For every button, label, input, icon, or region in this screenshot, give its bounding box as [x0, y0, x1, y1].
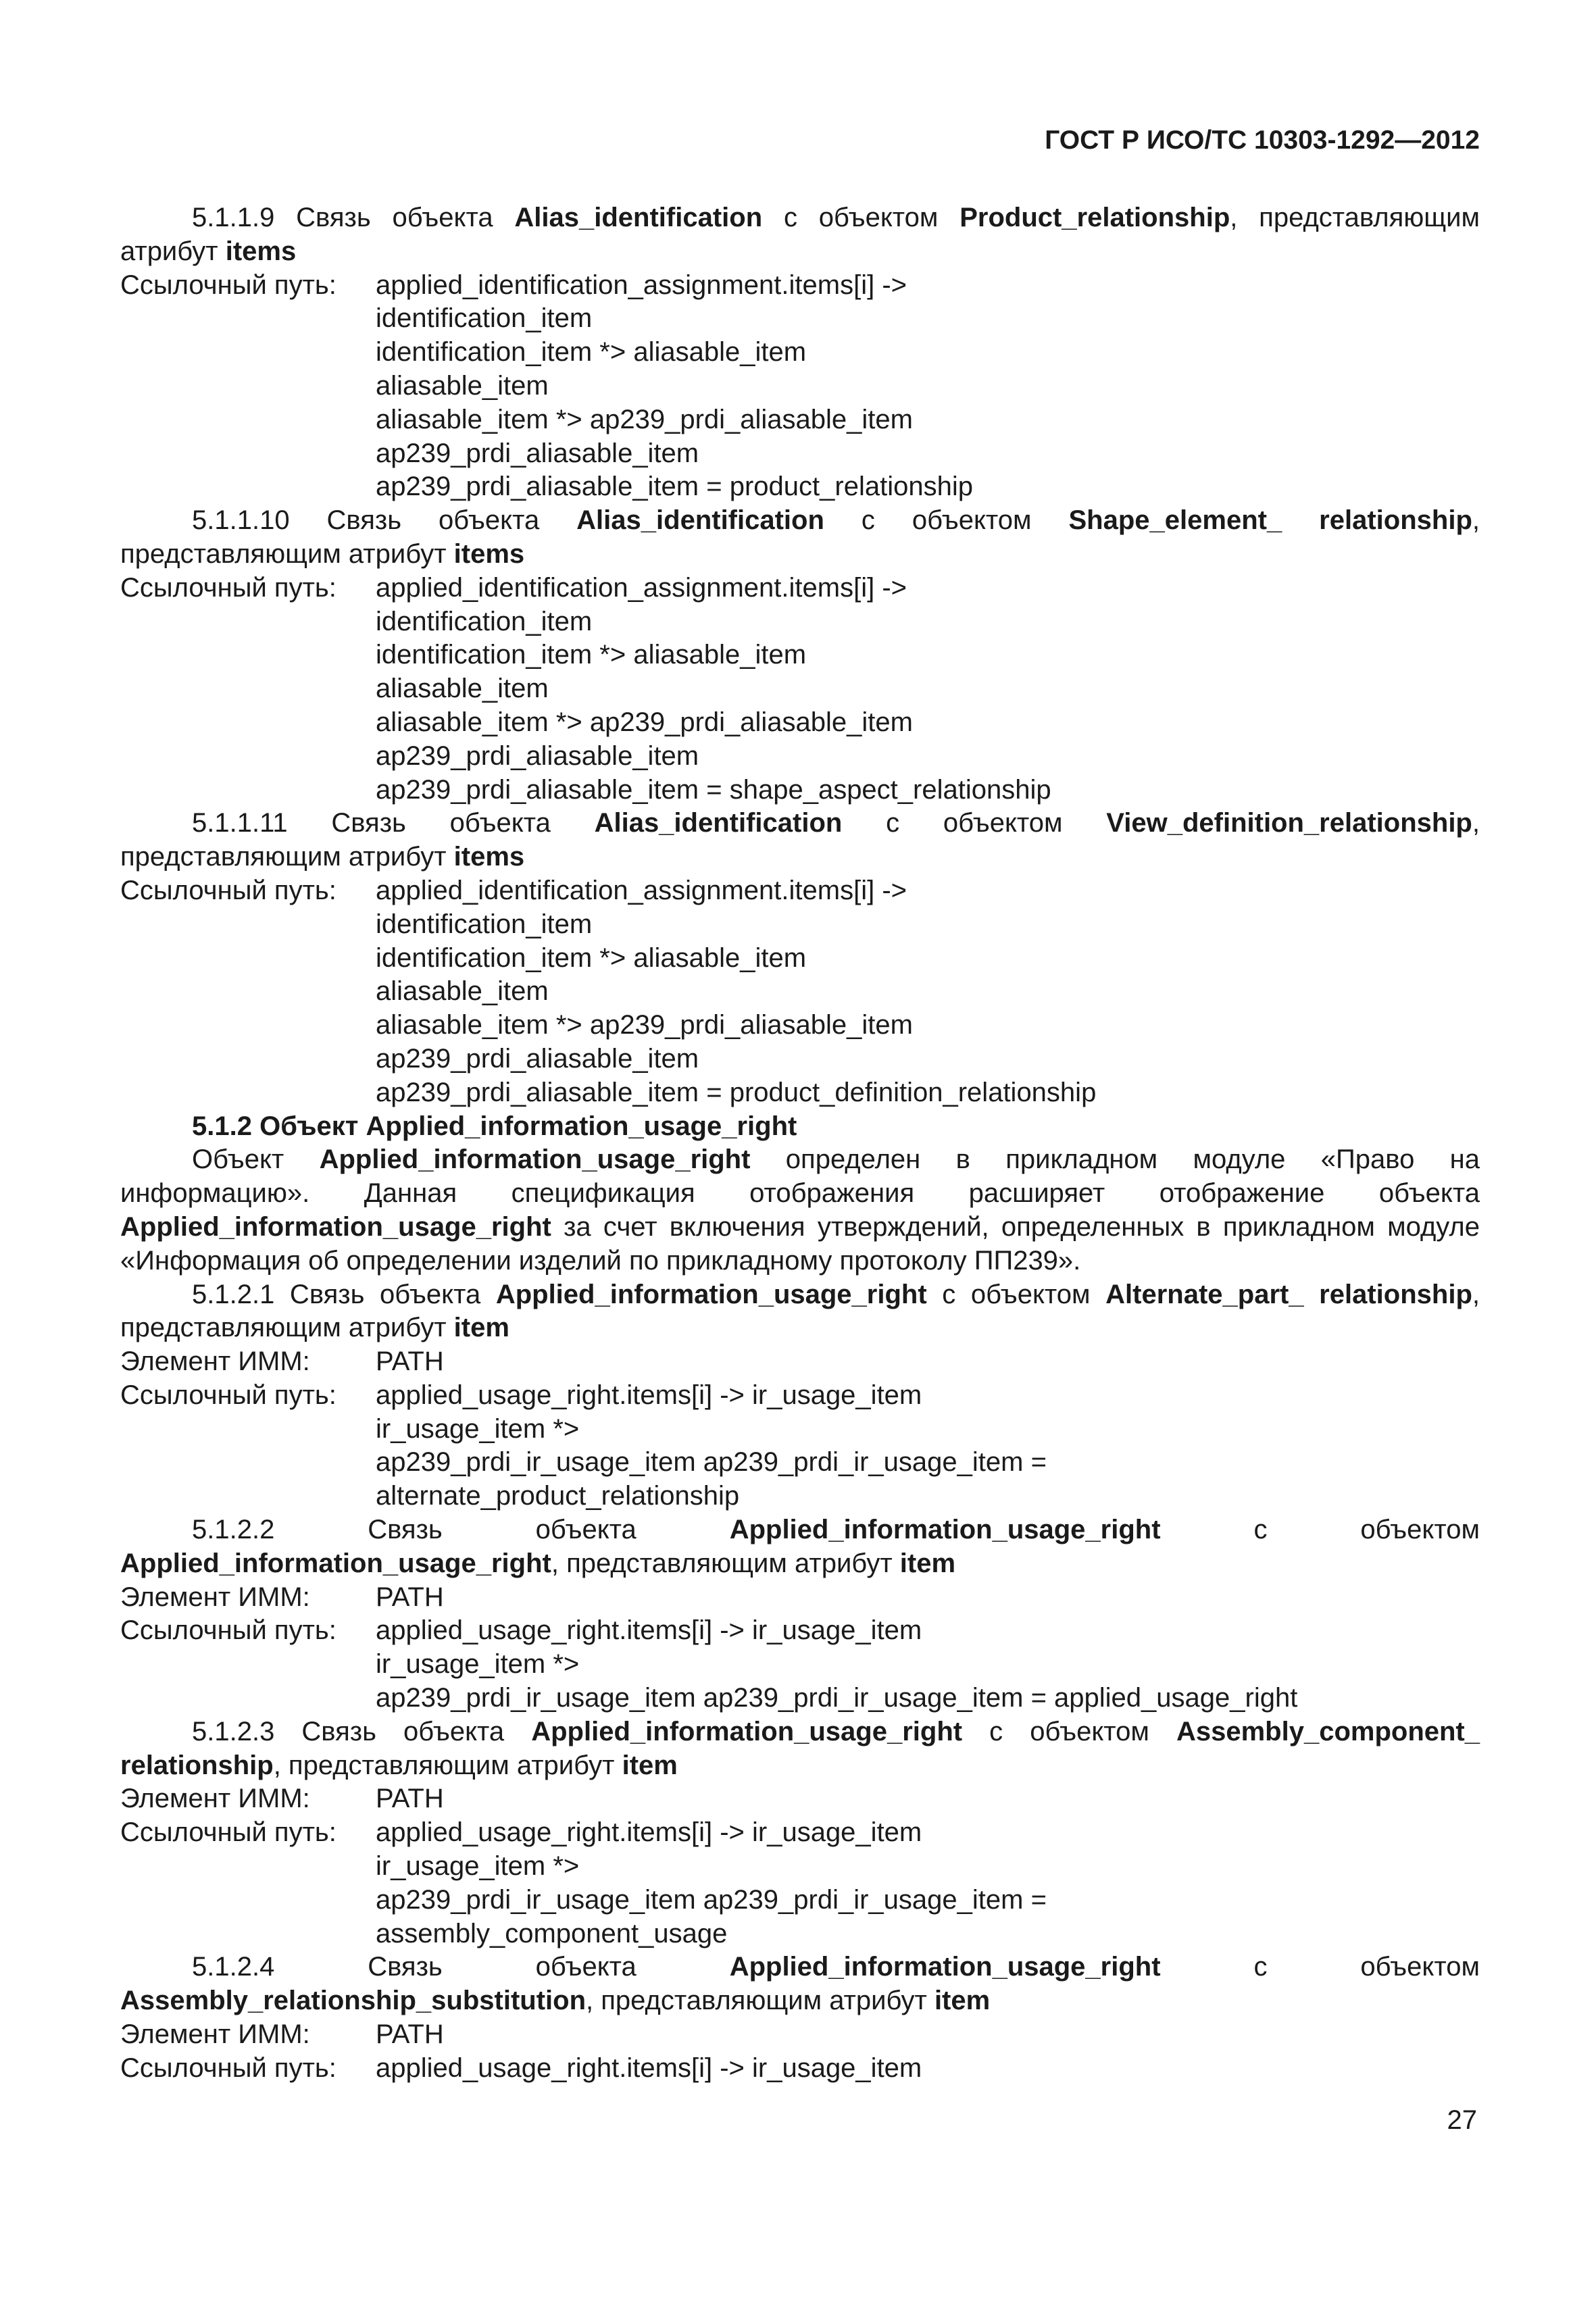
text-run: 5.1.2.2 Связь объекта	[192, 1515, 730, 1545]
reference-path	[120, 1816, 1480, 1951]
bold-term: items	[225, 236, 297, 266]
reference-path	[120, 1379, 1480, 1513]
bold-term: Product_relationship	[959, 203, 1230, 232]
path-line: aliasable_item	[376, 674, 549, 704]
paragraph	[120, 807, 1480, 874]
text-run: , представляющим атрибут	[551, 1548, 900, 1578]
text-run: 5.1.1.10 Связь объекта	[192, 505, 577, 536]
bold-term: Alias_identification	[514, 203, 763, 232]
text-run: с объектом	[962, 1716, 1176, 1746]
element-value: PATH	[376, 1347, 444, 1377]
bold-term: Applied_information_usage_right	[319, 1145, 751, 1175]
bold-term: View_definition_relationship	[1106, 808, 1472, 838]
text-run: с объектом	[1160, 1515, 1480, 1545]
bold-term: Alias_identification	[594, 808, 843, 838]
element-label: Элемент ИММ:	[120, 1347, 310, 1377]
path-line: ap239_prdi_aliasable_item = product_definition_relationship	[376, 1077, 1097, 1107]
reference-path-lines	[376, 1379, 1480, 1513]
document-header: ГОСТ Р ИСО/ТС 10303-1292—2012	[1045, 126, 1480, 155]
text-run: , представляющим атрибут	[273, 1750, 622, 1780]
bold-term: Assembly_component_ relationship	[120, 1716, 1480, 1780]
text-run: с объектом	[926, 1279, 1106, 1309]
reference-path	[120, 269, 1480, 505]
text-run: , представляющим атрибут	[120, 203, 1480, 266]
text-run: , представляющим атрибут	[586, 1986, 934, 2016]
element-value: PATH	[376, 1582, 444, 1612]
path-line: alternate_product_relationship	[376, 1481, 740, 1511]
path-line: ir_usage_item *>	[376, 1649, 580, 1680]
path-line: ap239_prdi_ir_usage_item ap239_prdi_ir_usage_item =	[376, 1884, 1047, 1915]
path-line: applied_usage_right.items[i] -> ir_usage_item	[376, 1817, 922, 1848]
text-run: 5.1.1.9 Связь объекта	[192, 203, 515, 232]
paragraph	[120, 1513, 1480, 1581]
path-line: applied_usage_right.items[i] -> ir_usage_item	[376, 2053, 922, 2083]
reference-path-label: Ссылочный путь:	[120, 875, 336, 905]
bold-term: Applied_information_usage_right	[729, 1952, 1161, 1982]
path-line: aliasable_item	[376, 976, 549, 1007]
reference-path-label: Ссылочный путь:	[120, 270, 336, 300]
path-line: ap239_prdi_aliasable_item	[376, 438, 699, 468]
path-line: assembly_component_usage	[376, 1918, 728, 1948]
path-line: identification_item	[376, 909, 593, 939]
text-run: за счет включения утверждений, определенных в прикладном модуле «Информация об определении изделий по прикладному протоколу ПП239».	[120, 1211, 1480, 1276]
reference-path	[120, 2052, 1480, 2086]
text-run: с объектом	[1160, 1952, 1480, 1982]
text-run: Объект	[192, 1145, 320, 1175]
paragraph	[120, 1278, 1480, 1346]
bold-term: Applied_information_usage_right	[729, 1515, 1161, 1545]
bold-term: Applied_information_usage_right	[495, 1279, 927, 1309]
element-value: PATH	[376, 1784, 444, 1814]
reference-path	[120, 572, 1480, 807]
text-run: 5.1.2.1 Связь объекта	[192, 1279, 496, 1309]
bold-term: Applied_information_usage_right	[120, 1548, 551, 1578]
reference-path-label: Ссылочный путь:	[120, 1380, 336, 1410]
path-line: applied_usage_right.items[i] -> ir_usage_item	[376, 1380, 922, 1410]
reference-path-label: Ссылочный путь:	[120, 2053, 336, 2083]
paragraph	[120, 1143, 1480, 1278]
path-line: identification_item	[376, 606, 593, 636]
text-run: , представляющим атрибут	[120, 1279, 1480, 1343]
paragraph	[120, 201, 1480, 269]
reference-path-label: Ссылочный путь:	[120, 572, 336, 603]
text-run: 5.1.1.11 Связь объекта	[192, 808, 595, 838]
bold-term: items	[453, 842, 525, 872]
path-line: identification_item	[376, 303, 593, 334]
text-run: определен в прикладном модуле «Право на информацию». Данная спецификация отображения расширяет отображение объекта	[120, 1145, 1480, 1209]
bold-term: Alias_identification	[576, 505, 824, 536]
reference-path	[120, 874, 1480, 1110]
reference-path-lines	[376, 572, 1480, 807]
path-line: aliasable_item	[376, 370, 549, 401]
document-body	[120, 201, 1480, 2086]
text-run: 5.1.2.4 Связь объекта	[192, 1952, 730, 1982]
reference-path-lines	[376, 1614, 1480, 1715]
bold-term: item	[622, 1750, 678, 1780]
bold-term: Shape_element_ relationship	[1068, 505, 1472, 536]
bold-term: item	[453, 1313, 509, 1343]
paragraph	[120, 1715, 1480, 1783]
text-run: , представляющим атрибут	[120, 505, 1480, 569]
reference-path-lines	[376, 1816, 1480, 1951]
path-line: ir_usage_item *>	[376, 1413, 580, 1444]
path-line: ap239_prdi_ir_usage_item ap239_prdi_ir_usage_item =	[376, 1447, 1047, 1478]
bold-term: Alternate_part_ relationship	[1105, 1279, 1472, 1309]
element-row	[120, 2018, 1480, 2052]
element-label: Элемент ИММ:	[120, 1582, 310, 1612]
element-label: Элемент ИММ:	[120, 1784, 310, 1814]
text-run: с объектом	[824, 505, 1069, 536]
reference-path-label: Ссылочный путь:	[120, 1817, 336, 1848]
bold-term: items	[453, 538, 525, 569]
path-line: identification_item *> aliasable_item	[376, 640, 807, 670]
page-number: 27	[1447, 2105, 1477, 2135]
element-row	[120, 1782, 1480, 1816]
path-line: identification_item *> aliasable_item	[376, 942, 807, 973]
text-run: 5.1.2.3 Связь объекта	[192, 1716, 532, 1746]
text-run: , представляющим атрибут	[120, 808, 1480, 872]
path-line: ap239_prdi_aliasable_item = shape_aspect_relationship	[376, 774, 1051, 805]
path-line: applied_identification_assignment.items[i] ->	[376, 270, 907, 300]
path-line: aliasable_item *> ap239_prdi_aliasable_item	[376, 707, 913, 737]
path-line: ap239_prdi_aliasable_item	[376, 740, 699, 771]
reference-path-lines	[376, 2052, 1480, 2086]
section-heading: 5.1.2 Объект Applied_information_usage_right	[192, 1111, 797, 1141]
paragraph	[120, 504, 1480, 572]
element-row	[120, 1581, 1480, 1615]
bold-term: Assembly_relationship_substitution	[120, 1986, 587, 2016]
bold-term: Applied_information_usage_right	[120, 1211, 551, 1242]
path-line: aliasable_item *> ap239_prdi_aliasable_item	[376, 404, 913, 434]
bold-term: item	[934, 1986, 991, 2016]
reference-path	[120, 1614, 1480, 1715]
reference-path-label: Ссылочный путь:	[120, 1615, 336, 1646]
path-line: applied_identification_assignment.items[i] ->	[376, 572, 907, 603]
path-line: applied_identification_assignment.items[i] ->	[376, 875, 907, 905]
reference-path-lines	[376, 269, 1480, 505]
reference-path-lines	[376, 874, 1480, 1110]
paragraph	[120, 1951, 1480, 2018]
path-line: ap239_prdi_aliasable_item = product_relationship	[376, 472, 973, 502]
path-line: ap239_prdi_aliasable_item	[376, 1043, 699, 1074]
element-value: PATH	[376, 2019, 444, 2050]
path-line: ap239_prdi_ir_usage_item ap239_prdi_ir_usage_item = applied_usage_right	[376, 1683, 1298, 1713]
path-line: applied_usage_right.items[i] -> ir_usage_item	[376, 1615, 922, 1646]
path-line: ir_usage_item *>	[376, 1851, 580, 1882]
bold-term: Applied_information_usage_right	[531, 1716, 963, 1746]
element-row	[120, 1345, 1480, 1379]
path-line: identification_item *> aliasable_item	[376, 337, 807, 368]
path-line: aliasable_item *> ap239_prdi_aliasable_item	[376, 1010, 913, 1040]
text-run: с объектом	[762, 203, 960, 232]
element-label: Элемент ИММ:	[120, 2019, 310, 2050]
text-run: с объектом	[842, 808, 1107, 838]
bold-term: item	[899, 1548, 956, 1578]
